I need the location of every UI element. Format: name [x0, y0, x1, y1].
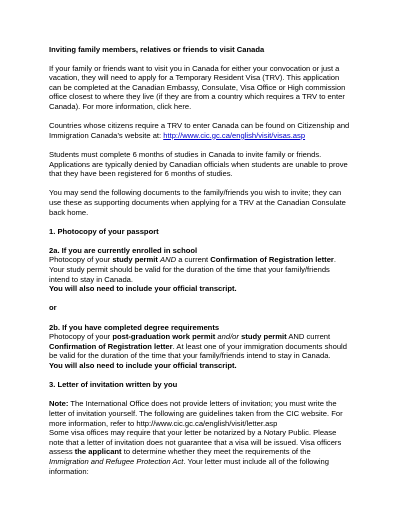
section2a-text-4: . Your study permit should be valid for the duration of the time that your family/friends intend to stay in Canada. — [49, 255, 337, 284]
countries-paragraph — [49, 121, 352, 140]
section3-bold-1: the applicant — [74, 447, 122, 457]
section2a-bold-2: Confirmation of Registration letter — [210, 255, 334, 265]
section2b-text-1: Photocopy of your — [49, 332, 113, 342]
section2a-bold-1: study permit — [112, 255, 158, 265]
section2b-italic-1: and/or — [217, 332, 239, 342]
page-title: Inviting family members, relatives or friends to visit Canada — [49, 45, 265, 54]
intro-paragraph: If your family or friends want to visit you in Canada for either your convocation or just a vacation, they will need to apply for a Temporary Resident Visa (TRV). This application can be completed at the Canadian Embassy, Consulate, Visa Office or High commission office closest to where they live (if they are from a country which requires a TRV to enter Canada). For more information, click here. — [49, 63, 346, 111]
section2b-bold-1: post-graduation work permit — [112, 332, 216, 342]
section2b-text-4: AND current — [286, 332, 331, 342]
visas-link[interactable]: http://www.cic.gc.ca/english/visit/visas.asp — [163, 130, 306, 140]
section2a-text-3: a current — [176, 255, 211, 265]
section2b-body — [49, 332, 352, 361]
section3-text-4: . Your letter must include all of the following information: — [49, 456, 330, 476]
section3-body — [49, 428, 352, 476]
section1-heading: 1. Photocopy of your passport — [49, 226, 159, 236]
section2a-italic-1: AND — [160, 255, 177, 265]
section2b-bold-2: study permit — [241, 332, 287, 342]
section3-note-label: Note: — [49, 399, 69, 409]
section3-note-paragraph — [49, 399, 352, 428]
section3-heading: 3. Letter of invitation written by you — [49, 380, 178, 390]
section3-italic-1: Immigration and Refugee Protection Act — [49, 456, 184, 466]
section2b-transcript-note: You will also need to include your official transcript. — [49, 361, 237, 370]
documents-paragraph: You may send the following documents to the family/friends you wish to invite; they can use these as supporting documents when applying for a TRV at the Canadian Consulate back home. — [49, 188, 346, 217]
section3-text-1: The International Office does not provide letters of invitation; you must write the letter of invitation yourself. The following are guidelines taken from the CIC website. For more information, refer to http://www.cic.gc.ca/english/visit/letter.asp — [49, 399, 343, 428]
section2a-text-1: Photocopy of your — [49, 255, 113, 265]
section2a-body — [49, 255, 352, 284]
section3-text-2: Some visa offices may require that your letter be notarized by a Notary Public. Please note that a letter of invitation does not guarantee that a visa will be issued. Visa officers assess — [49, 428, 342, 457]
section2b-bold-3: Confirmation of Registration letter — [49, 341, 173, 351]
or-separator: or — [49, 303, 57, 313]
section2a-transcript-note: You will also need to include your official transcript. — [49, 284, 237, 294]
countries-text: Countries whose citizens require a TRV to enter Canada can be found on Citizenship and Immigration Canada’s website at: — [49, 121, 350, 140]
section2b-text-5: . At least one of your immigration documents should be valid for the duration of the time that your family/friends intend to stay in Canada. — [49, 341, 347, 361]
section3-text-3: to determine whether they meet the requirements of the — [121, 447, 311, 457]
section2b-heading: 2b. If you have completed degree requirements — [49, 322, 220, 332]
section2a-heading: 2a. If you are currently enrolled in school — [49, 245, 198, 255]
requirement-paragraph: Students must complete 6 months of studies in Canada to invite family or friends. Applications are typically denied by Canadian officials when students are unable to prove that they have been registered for 6 months of studies. — [49, 149, 348, 179]
